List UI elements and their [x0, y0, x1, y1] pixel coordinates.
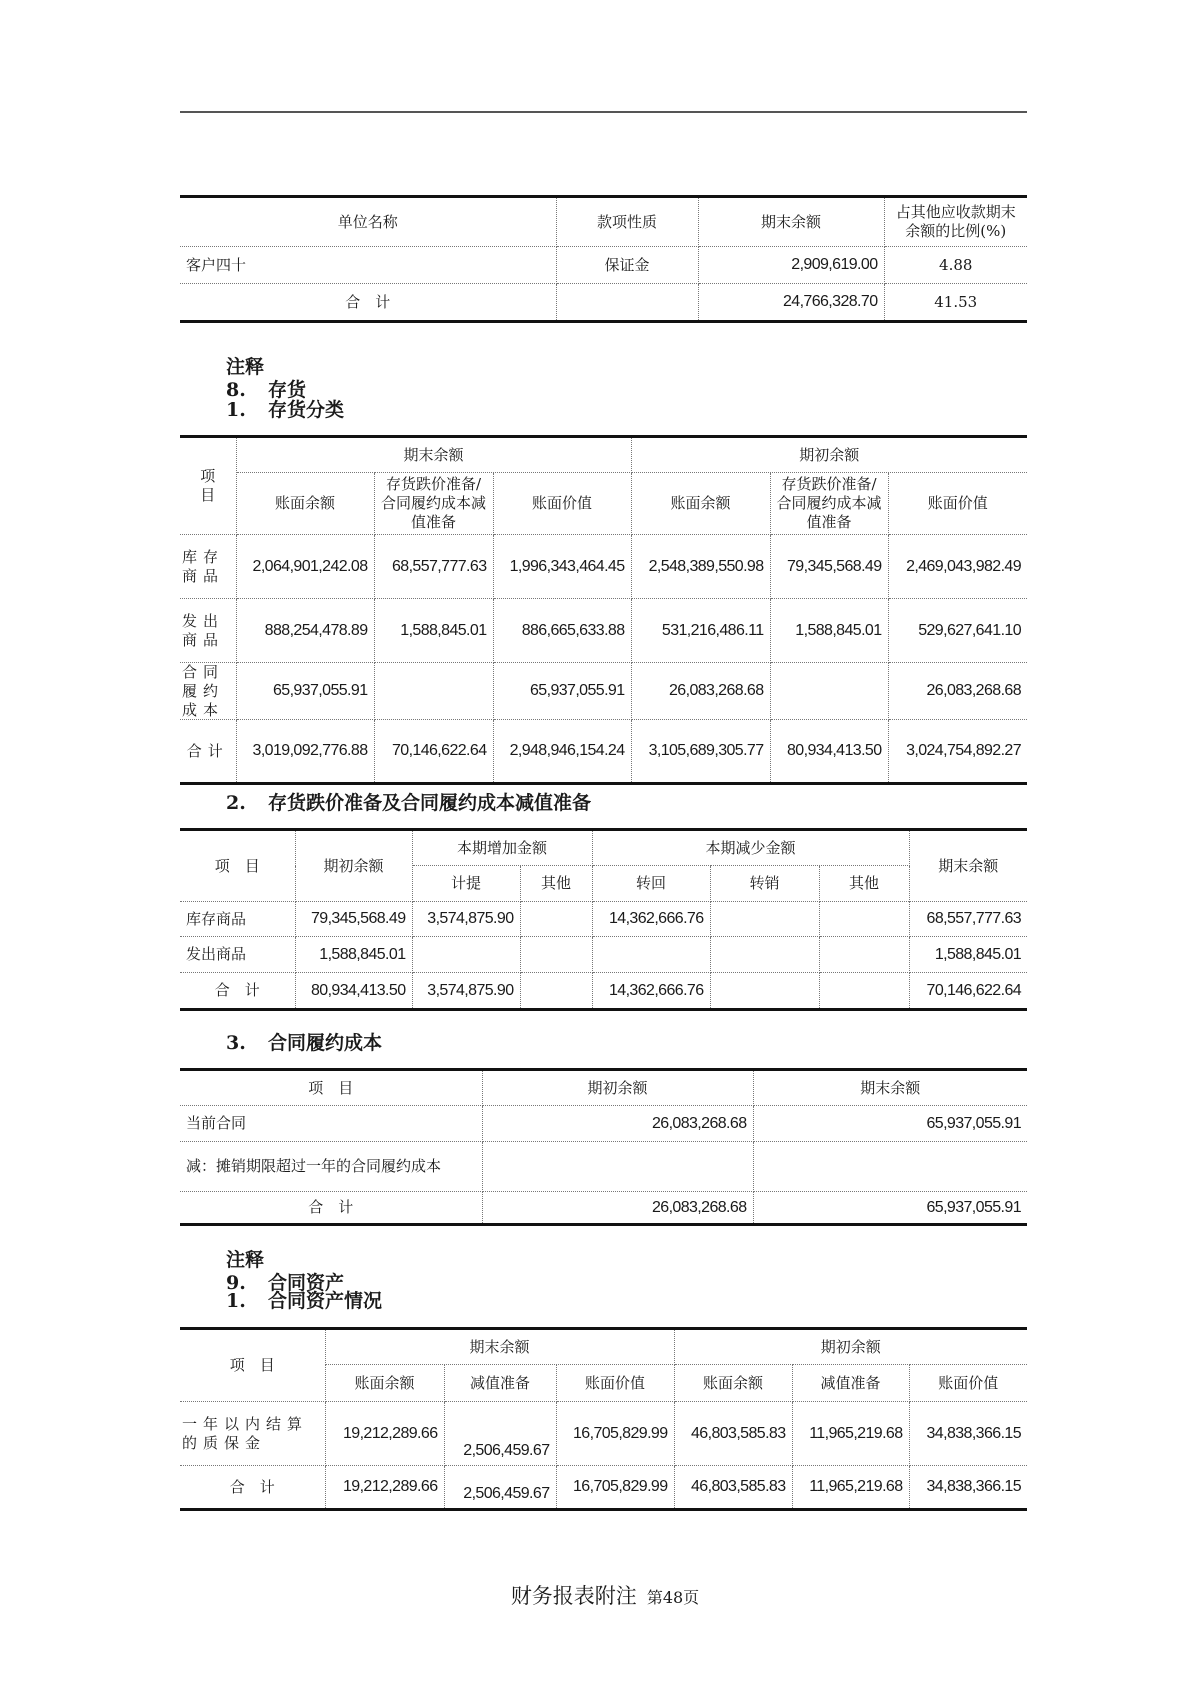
cell-value: 16,705,829.99	[556, 1402, 674, 1466]
cell-value: 4.88	[884, 247, 1027, 284]
cell-value	[819, 937, 909, 973]
cell-value: 1,588,845.01	[295, 937, 412, 973]
cell-value: 529,627,641.10	[888, 599, 1027, 663]
cell-value: 3,024,754,892.27	[888, 720, 1027, 784]
end-header: 期末余额	[909, 830, 1027, 902]
cell-value: 16,705,829.99	[556, 1466, 674, 1510]
cell-value: 1,588,845.01	[374, 599, 493, 663]
table-row	[180, 937, 1027, 973]
decrease-header: 本期减少金额	[592, 830, 909, 866]
table-row	[180, 1142, 1027, 1192]
sub-header: 减值准备	[792, 1365, 909, 1402]
note-title: 合同资产	[268, 1272, 345, 1294]
table-row	[180, 1106, 1027, 1142]
table-row	[180, 247, 1027, 284]
cell-value: 19,212,289.66	[325, 1466, 444, 1510]
page-number: 第48页	[646, 1588, 700, 1607]
cell-value: 79,345,568.49	[770, 535, 888, 599]
cell-value	[412, 937, 520, 973]
row-label: 一年以内结算的质保金	[180, 1402, 325, 1466]
other-receivables-table	[180, 195, 1027, 323]
table-row	[180, 663, 1027, 720]
cell-value: 保证金	[556, 247, 698, 284]
cell-value: 14,362,666.76	[592, 902, 710, 937]
cell-value: 70,146,622.64	[909, 973, 1027, 1010]
cell-value: 34,838,366.15	[909, 1466, 1027, 1510]
note-number: 注释9.	[226, 1249, 265, 1294]
sub-header: 转销	[710, 866, 819, 902]
footer-title: 财务报表附注	[510, 1584, 637, 1608]
cell-value: 888,254,478.89	[236, 599, 374, 663]
cell-value: 2,548,389,550.98	[631, 535, 770, 599]
cell-value	[819, 902, 909, 937]
increase-header: 本期增加金额	[412, 830, 592, 866]
sub-header: 存货跌价准备/合同履约成本减值准备	[374, 473, 493, 535]
cell-value	[482, 1142, 753, 1192]
cell-value: 26,083,268.68	[631, 663, 770, 720]
row-label: 库存商品	[180, 535, 236, 599]
sub-header: 其他	[819, 866, 909, 902]
cell-value: 11,965,219.68	[792, 1466, 909, 1510]
col-header: 占其他应收款期末余额的比例(%)	[884, 197, 1027, 247]
cell-value: 2,064,901,242.08	[236, 535, 374, 599]
section-number: 2.	[226, 792, 246, 814]
table-row	[180, 902, 1027, 937]
table-row	[180, 720, 1027, 784]
group-header-end: 期末余额	[325, 1329, 674, 1365]
sub-header: 账面价值	[909, 1365, 1027, 1402]
cell-value	[753, 1142, 1027, 1192]
cell-value: 24,766,328.70	[698, 284, 884, 322]
col-header: 款项性质	[556, 197, 698, 247]
section-number: 3.	[226, 1032, 246, 1054]
cell-value: 1,588,845.01	[909, 937, 1027, 973]
cell-value: 79,345,568.49	[295, 902, 412, 937]
cell-value	[520, 973, 592, 1010]
table-row	[180, 1192, 1027, 1225]
cell-value: 11,965,219.68	[792, 1402, 909, 1466]
table-row	[180, 535, 1027, 599]
cell-value: 70,146,622.64	[374, 720, 493, 784]
row-label: 库存商品	[180, 902, 295, 937]
cell-value: 1,996,343,464.45	[493, 535, 631, 599]
header-rule	[180, 111, 1027, 113]
cell-value: 65,937,055.91	[753, 1192, 1027, 1225]
sub-header: 账面余额	[674, 1365, 792, 1402]
cell-value: 2,948,946,154.24	[493, 720, 631, 784]
cell-value	[592, 937, 710, 973]
section-heading	[226, 1028, 382, 1055]
table-row	[180, 1402, 1027, 1466]
row-label: 客户四十	[180, 247, 556, 284]
sub-header: 账面余额	[236, 473, 374, 535]
cell-value: 3,019,092,776.88	[236, 720, 374, 784]
section-heading	[226, 788, 591, 815]
section-title: 存货跌价准备及合同履约成本减值准备	[268, 792, 592, 814]
cell-value	[710, 937, 819, 973]
cell-value	[770, 663, 888, 720]
sub-header: 账面价值	[888, 473, 1027, 535]
sub-header: 转回	[592, 866, 710, 902]
note-number: 注释8.	[226, 356, 265, 401]
cell-value: 26,083,268.68	[482, 1192, 753, 1225]
section-number: 1.	[226, 1290, 246, 1312]
item-header: 项目	[180, 437, 236, 535]
sub-header: 账面价值	[493, 473, 631, 535]
cell-value: 886,665,633.88	[493, 599, 631, 663]
cell-value: 2,909,619.00	[698, 247, 884, 284]
row-label: 合同履约成本	[180, 663, 236, 720]
cell-value: 68,557,777.63	[374, 535, 493, 599]
item-header: 项 目	[180, 1329, 325, 1402]
cell-value: 19,212,289.66	[325, 1402, 444, 1466]
cell-value: 531,216,486.11	[631, 599, 770, 663]
sub-header: 其他	[520, 866, 592, 902]
row-label: 发出商品	[180, 937, 295, 973]
cell-value: 80,934,413.50	[770, 720, 888, 784]
cell-value	[374, 663, 493, 720]
sub-header: 存货跌价准备/合同履约成本减值准备	[770, 473, 888, 535]
table-row	[180, 284, 1027, 322]
row-label: 合计	[180, 720, 236, 784]
cell-value: 34,838,366.15	[909, 1402, 1027, 1466]
col-header: 期末余额	[753, 1070, 1027, 1106]
row-label: 合 计	[180, 1192, 482, 1225]
cell-value: 3,574,875.90	[412, 902, 520, 937]
cell-value: 65,937,055.91	[753, 1106, 1027, 1142]
col-header: 项 目	[180, 1070, 482, 1106]
row-label: 合 计	[180, 284, 556, 322]
sub-header: 账面余额	[325, 1365, 444, 1402]
col-header: 期初余额	[482, 1070, 753, 1106]
sub-header: 账面余额	[631, 473, 770, 535]
cell-value	[556, 284, 698, 322]
cell-value	[520, 902, 592, 937]
inventory-provision-table	[180, 828, 1027, 1011]
cell-value: 80,934,413.50	[295, 973, 412, 1010]
contract-assets-table	[180, 1327, 1027, 1511]
section-title: 合同资产情况	[268, 1290, 383, 1312]
row-label: 发出商品	[180, 599, 236, 663]
item-header: 项 目	[180, 830, 295, 902]
note-title: 存货	[268, 379, 307, 401]
cell-value: 2,506,459.67	[444, 1402, 556, 1466]
section-heading	[226, 1286, 382, 1313]
cell-value: 68,557,777.63	[909, 902, 1027, 937]
page-footer	[0, 1580, 1200, 1610]
cell-value	[819, 973, 909, 1010]
group-header-end: 期末余额	[236, 437, 631, 473]
cell-value	[710, 902, 819, 937]
sub-header: 减值准备	[444, 1365, 556, 1402]
cell-value: 1,588,845.01	[770, 599, 888, 663]
section-title: 合同履约成本	[268, 1032, 383, 1054]
cell-value: 46,803,585.83	[674, 1466, 792, 1510]
table-row	[180, 973, 1027, 1010]
row-label: 减：摊销期限超过一年的合同履约成本	[180, 1142, 482, 1192]
contract-cost-table	[180, 1068, 1027, 1226]
cell-value: 46,803,585.83	[674, 1402, 792, 1466]
row-label: 合 计	[180, 1466, 325, 1510]
cell-value: 26,083,268.68	[888, 663, 1027, 720]
inventory-classification-table	[180, 435, 1027, 785]
col-header: 期末余额	[698, 197, 884, 247]
cell-value: 2,469,043,982.49	[888, 535, 1027, 599]
cell-value: 41.53	[884, 284, 1027, 322]
cell-value: 3,574,875.90	[412, 973, 520, 1010]
cell-value	[520, 937, 592, 973]
begin-header: 期初余额	[295, 830, 412, 902]
cell-value	[710, 973, 819, 1010]
cell-value: 65,937,055.91	[236, 663, 374, 720]
col-header: 单位名称	[180, 197, 556, 247]
group-header-begin: 期初余额	[631, 437, 1027, 473]
section-heading	[226, 395, 344, 422]
sub-header: 计提	[412, 866, 520, 902]
sub-header: 账面价值	[556, 1365, 674, 1402]
cell-value: 3,105,689,305.77	[631, 720, 770, 784]
cell-value: 2,506,459.67	[444, 1466, 556, 1510]
row-label: 当前合同	[180, 1106, 482, 1142]
section-number: 1.	[226, 399, 246, 421]
table-row	[180, 1466, 1027, 1510]
cell-value: 14,362,666.76	[592, 973, 710, 1010]
row-label: 合 计	[180, 973, 295, 1010]
group-header-begin: 期初余额	[674, 1329, 1027, 1365]
section-title: 存货分类	[268, 399, 345, 421]
cell-value: 65,937,055.91	[493, 663, 631, 720]
cell-value: 26,083,268.68	[482, 1106, 753, 1142]
table-row	[180, 599, 1027, 663]
